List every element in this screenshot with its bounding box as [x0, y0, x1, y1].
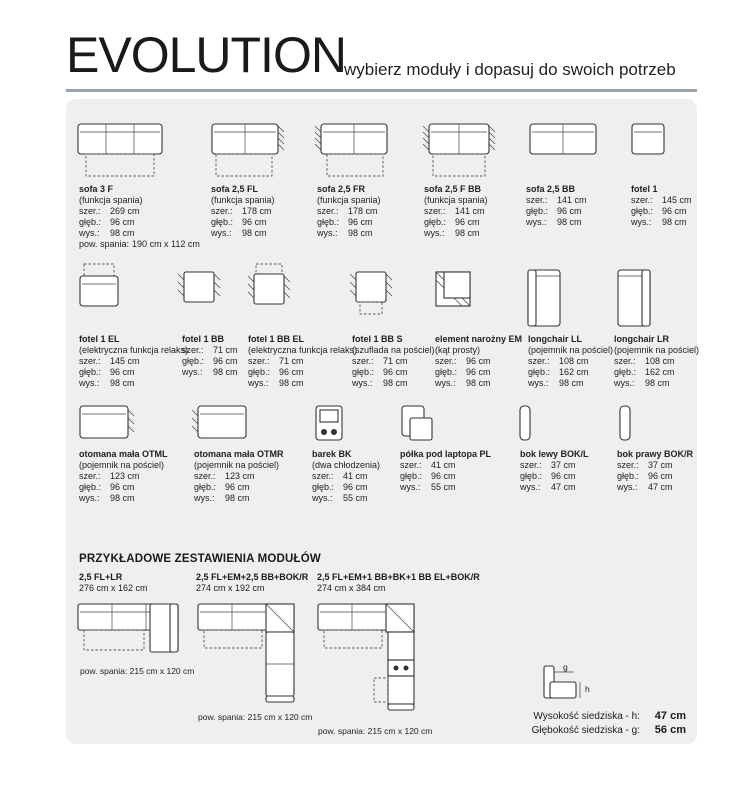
diagram-set-3	[316, 600, 426, 720]
diagram-fotel-1-bb-s	[348, 268, 396, 318]
header-divider	[66, 89, 697, 92]
diagram-fotel-1	[628, 120, 672, 160]
module-otomana-otml: otomana mała OTML (pojemnik na pościel) szer.: 123 cm głęb.: 96 cm wys.: 98 cm	[79, 449, 168, 503]
diagram-set-1	[76, 600, 182, 660]
module-sofa-25fr: sofa 2,5 FR (funkcja spania) szer.: 178 cm głęb.: 96 cm wys.: 98 cm	[317, 184, 381, 238]
module-element-narozny-em: element narożny EM (kąt prosty) szer.: 96 cm głęb.: 96 cm wys.: 98 cm	[435, 334, 523, 388]
diagram-fotel-1-bb-el	[246, 262, 294, 312]
diagram-bok-lewy	[516, 404, 536, 444]
module-bok-prawy: bok prawy BOK/R szer.: 37 cm głęb.: 96 cm wys.: 47 cm	[617, 449, 694, 492]
tagline: wybierz moduły i dopasuj do swoich potrzeb	[344, 60, 676, 79]
set-1-sleep: pow. spania: 215 cm x 120 cm	[80, 666, 195, 676]
g-mark: g	[563, 662, 568, 672]
module-sofa-25fl: sofa 2,5 FL (funkcja spania) szer.: 178 cm głęb.: 96 cm wys.: 98 cm	[211, 184, 275, 238]
diagram-polka-pl	[398, 404, 438, 444]
brand-title: EVOLUTION	[66, 27, 346, 83]
sets-title: PRZYKŁADOWE ZESTAWIENIA MODUŁÓW	[79, 553, 321, 565]
diagram-set-2	[196, 600, 302, 706]
seat-depth: Głębokość siedziska - g: 56 cm	[531, 724, 686, 736]
diagram-bok-prawy	[616, 404, 636, 444]
set-2-header: 2,5 FL+EM+2,5 BB+BOK/R 274 cm x 192 cm	[196, 572, 309, 593]
module-longchair-ll: longchair LL (pojemnik na pościel) szer.: 108 cm głęb.: 162 cm wys.: 98 cm	[528, 334, 614, 388]
module-fotel-1-bb-el: fotel 1 BB EL (elektryczna funkcja relaks) szer.: 71 cm głęb.: 96 cm wys.: 98 cm	[248, 334, 358, 388]
diagram-fotel-1-el	[76, 262, 126, 322]
module-polka-pl: półka pod laptopa PL szer.: 41 cm głęb.: 96 cm wys.: 55 cm	[400, 449, 492, 492]
set-3-sleep: pow. spania: 215 cm x 120 cm	[318, 726, 433, 736]
set-1-header: 2,5 FL+LR 276 cm x 162 cm	[79, 572, 148, 593]
module-otomana-otmr: otomana mała OTMR (pojemnik na pościel) szer.: 123 cm głęb.: 96 cm wys.: 98 cm	[194, 449, 284, 503]
module-longchair-lr: longchair LR (pojemnik na pościel) szer.: 108 cm głęb.: 162 cm wys.: 98 cm	[614, 334, 700, 388]
module-sofa-3f: sofa 3 F (funkcja spania) szer.: 269 cm głęb.: 96 cm wys.: 98 cm pow. spania: 190 cm x 112 cm	[79, 184, 200, 249]
module-fotel-1: fotel 1 szer.: 145 cm głęb.: 96 cm wys.: 98 cm	[631, 184, 692, 227]
module-barek-bk: barek BK (dwa chłodzenia) szer.: 41 cm głęb.: 96 cm wys.: 55 cm	[312, 449, 381, 503]
module-sofa-25bb: sofa 2,5 BB szer.: 141 cm głęb.: 96 cm wys.: 98 cm	[526, 184, 587, 227]
diagram-otomana-otmr	[192, 402, 252, 442]
diagram-sofa-25fr	[313, 120, 393, 180]
seat-height: Wysokość siedziska - h: 47 cm	[533, 710, 686, 722]
diagram-otomana-otml	[76, 402, 136, 442]
diagram-sofa-25fl	[208, 120, 288, 180]
diagram-element-narozny-em	[432, 268, 476, 312]
module-bok-lewy: bok lewy BOK/L szer.: 37 cm głęb.: 96 cm wys.: 47 cm	[520, 449, 589, 492]
set-3-header: 2,5 FL+EM+1 BB+BK+1 BB EL+BOK/R 274 cm x 384 cm	[317, 572, 480, 593]
module-fotel-1-el: fotel 1 EL (elektryczna funkcja relaks) szer.: 145 cm głęb.: 96 cm wys.: 98 cm	[79, 334, 189, 388]
diagram-fotel-1-bb	[178, 268, 222, 312]
diagram-sofa-25fbb	[421, 120, 501, 180]
diagram-longchair-lr	[612, 266, 656, 330]
diagram-sofa-3f	[76, 120, 166, 180]
diagram-longchair-ll	[524, 266, 568, 330]
h-mark: h	[585, 684, 590, 694]
module-fotel-1-bb-s: fotel 1 BB S (szuflada na pościel) szer.: 71 cm głęb.: 96 cm wys.: 98 cm	[352, 334, 435, 388]
set-2-sleep: pow. spania: 215 cm x 120 cm	[198, 712, 313, 722]
diagram-barek-bk	[312, 404, 348, 444]
module-fotel-1-bb: fotel 1 BB szer.: 71 cm głęb.: 96 cm wys.: 98 cm	[182, 334, 238, 377]
module-sofa-25fbb: sofa 2,5 F BB (funkcja spania) szer.: 141 cm głęb.: 96 cm wys.: 98 cm	[424, 184, 488, 238]
diagram-sofa-25bb	[526, 120, 602, 160]
